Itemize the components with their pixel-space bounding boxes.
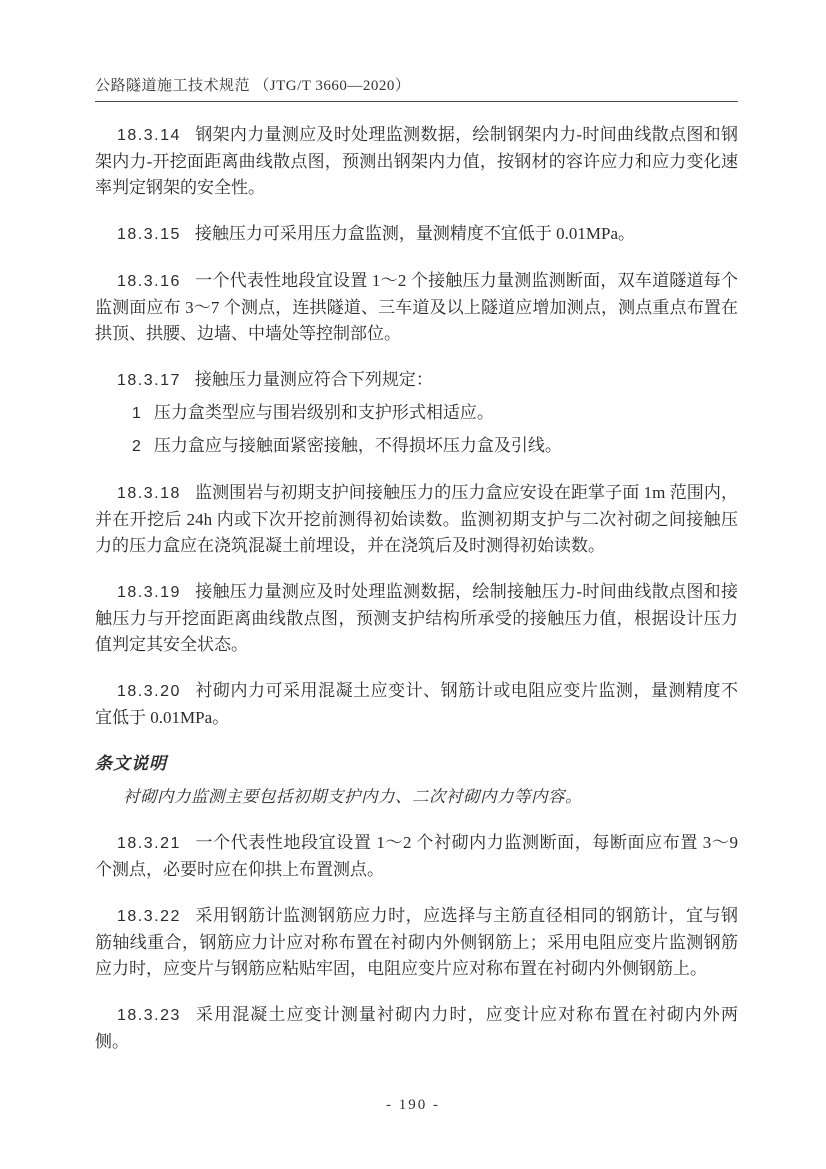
list-item-number: 1 [132,405,141,422]
clause-paragraph-18-3-20 [95,678,738,731]
clause-number: 18.3.18 [117,485,181,502]
running-header [95,76,738,102]
clause-number: 18.3.20 [117,683,181,700]
clause-text: 钢架内力量测应及时处理监测数据，绘制钢架内力-时间曲线散点图和钢架内力-开挖面距离曲线散点图，预测出钢架内力值，按钢材的容许应力和应力变化速率判定钢架的安全性。 [95,125,738,197]
header-title: 公路隧道施工技术规范 （JTG/T 3660—2020） [95,78,411,94]
list-item-number: 2 [132,438,141,455]
clause-text: 衬砌内力可采用混凝土应变计、钢筋计或电阻应变片监测，量测精度不宜低于 0.01MPa。 [95,681,738,727]
clause-paragraph-18-3-18 [95,480,738,559]
clause-text: 一个代表性地段宜设置 1～2 个接触压力量测监测断面，双车道隧道每个监测面应布 3～7 个测点，连拱隧道、三车道及以上隧道应增加测点，测点重点布置在拱顶、拱腰、边墙、中墙处等控制部位。 [95,271,738,343]
clause-paragraph-18-3-19 [95,579,738,658]
notes-heading: 条文说明 [95,754,167,773]
clause-number: 18.3.16 [117,273,181,290]
clause-list-item [95,433,738,460]
clause-number: 18.3.19 [117,584,181,601]
page-number: - 190 - [386,1097,440,1113]
clause-list-item [95,400,738,427]
clause-number: 18.3.22 [117,908,181,925]
clause-number: 18.3.14 [117,127,181,144]
clause-text: 接触压力可采用压力盒监测，量测精度不宜低于 0.01MPa。 [194,224,636,243]
list-item-text: 压力盒应与接触面紧密接触，不得损坏压力盒及引线。 [153,436,562,455]
clause-text: 采用混凝土应变计测量衬砌内力时，应变计应对称布置在衬砌内外两侧。 [95,1005,738,1051]
clause-paragraph-18-3-17 [95,367,738,394]
notes-body: 衬砌内力监测主要包括初期支护内力、二次衬砌内力等内容。 [123,787,582,806]
clause-paragraph-18-3-14 [95,122,738,201]
clause-paragraph-18-3-23 [95,1002,738,1055]
clause-paragraph-18-3-15 [95,221,738,248]
clause-text: 监测围岩与初期支护间接触压力的压力盒应安设在距掌子面 1m 范围内，并在开挖后 24h 内或下次开挖前测得初始读数。监测初期支护与二次衬砌之间接触压力的压力盒应在浇筑混凝土前埋设，并在浇筑后及时测得初始读数。 [95,483,738,555]
clause-text: 采用钢筋计监测钢筋应力时，应选择与主筋直径相同的钢筋计，宜与钢筋轴线重合，钢筋应力计应对称布置在衬砌内外侧钢筋上；采用电阻应变片监测钢筋应力时，应变片与钢筋应粘贴牢固，电阻应变片应对称布置在衬砌内外侧钢筋上。 [95,906,738,978]
clause-text: 接触压力量测应及时处理监测数据，绘制接触压力-时间曲线散点图和接触压力与开挖面距离曲线散点图，预测支护结构所承受的接触压力值，根据设计压力值判定其安全状态。 [95,582,738,654]
clause-text: 接触压力量测应符合下列规定： [194,370,433,389]
clause-text: 一个代表性地段宜设置 1～2 个衬砌内力监测断面，每断面应布置 3～9 个测点，必要时应在仰拱上布置测点。 [95,833,738,879]
clause-number: 18.3.15 [117,226,181,243]
clause-paragraph-18-3-16 [95,268,738,347]
list-item-text: 压力盒类型应与围岩级别和支护形式相适应。 [153,403,494,422]
clause-paragraph-18-3-21 [95,830,738,883]
page-content [95,76,738,1055]
clause-number: 18.3.21 [117,835,181,852]
clause-number: 18.3.23 [117,1007,181,1024]
clause-number: 18.3.17 [117,372,181,389]
clause-paragraph-18-3-22 [95,903,738,982]
